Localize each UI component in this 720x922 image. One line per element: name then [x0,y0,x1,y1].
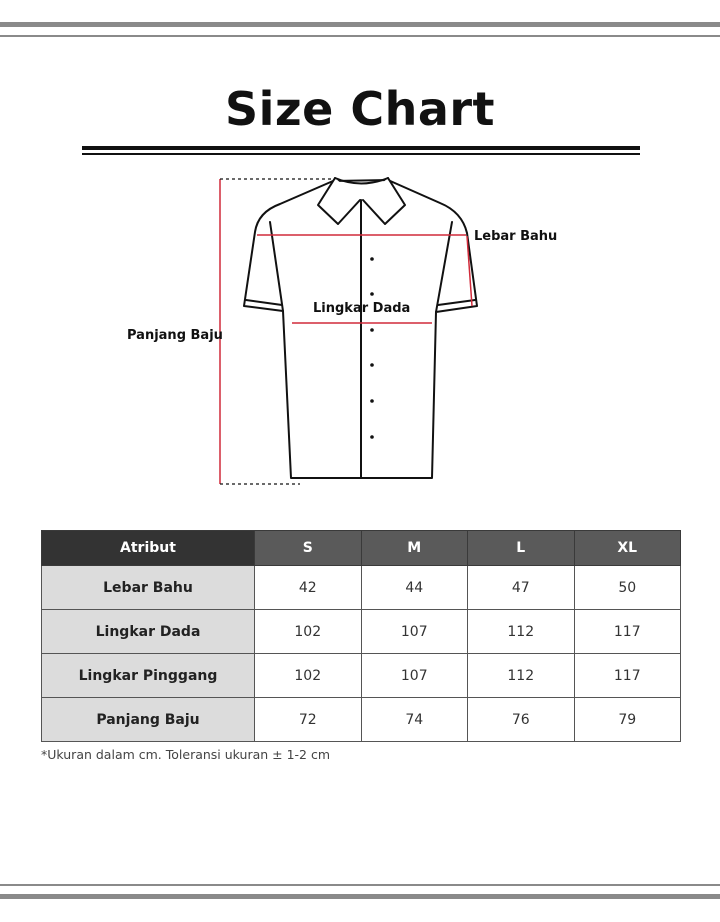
table-row [42,566,681,610]
table-cell: 107 [361,610,468,654]
table-cell: 117 [574,610,681,654]
button [370,399,374,403]
button [370,292,374,296]
table-cell: 102 [255,654,362,698]
table-cell: 117 [574,654,681,698]
header-cell-l: L [468,531,575,566]
page-title: Size Chart [224,82,496,136]
table-cell: 79 [574,698,681,742]
header-cell-m: M [361,531,468,566]
row-label: Lingkar Dada [42,610,255,654]
button [370,328,374,332]
table-cell: 47 [468,566,575,610]
bottom-border-thick [0,894,720,899]
table-cell: 76 [468,698,575,742]
row-label: Lingkar Pinggang [42,654,255,698]
table-cell: 72 [255,698,362,742]
size-table [41,530,681,742]
shoulder-label: Lebar Bahu [474,229,558,244]
button [370,363,374,367]
table-header-row [42,531,681,566]
table-row [42,610,681,654]
table-cell: 50 [574,566,681,610]
row-label: Lebar Bahu [42,566,255,610]
header-cell-attribute: Atribut [42,531,255,566]
header-cell-xl: XL [574,531,681,566]
button [370,435,374,439]
table-cell: 112 [468,654,575,698]
table-cell: 74 [361,698,468,742]
table-cell: 107 [361,654,468,698]
button [370,257,374,261]
table-row [42,698,681,742]
bottom-border-thin [0,884,720,886]
table-cell: 42 [255,566,362,610]
table-row [42,654,681,698]
row-label: Panjang Baju [42,698,255,742]
tolerance-note: *Ukuran dalam cm. Toleransi ukuran ± 1-2 cm [41,747,331,762]
chest-label: Lingkar Dada [313,301,411,316]
length-label: Panjang Baju [127,328,223,343]
header-cell-s: S [255,531,362,566]
table-cell: 44 [361,566,468,610]
table-cell: 102 [255,610,362,654]
table-cell: 112 [468,610,575,654]
